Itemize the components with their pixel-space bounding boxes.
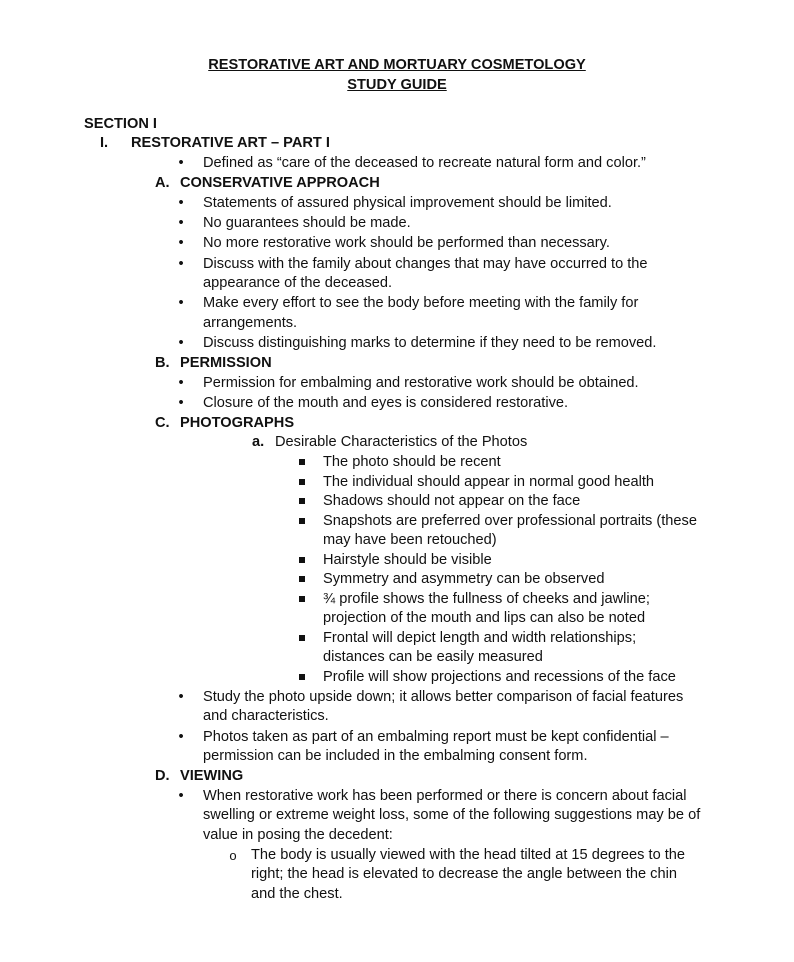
list-item-continuation: right; the head is elevated to decrease the angle between the chin: [251, 866, 677, 882]
document-subtitle: STUDY GUIDE: [347, 77, 447, 93]
bullet-icon: •: [178, 215, 184, 231]
list-item-continuation: projection of the mouth and lips can also be noted: [323, 610, 646, 626]
list-item: No guarantees should be made.: [203, 215, 411, 231]
list-item-continuation: arrangements.: [203, 315, 298, 331]
square-bullet-icon: [299, 459, 305, 465]
bullet-icon: •: [178, 235, 184, 251]
bullet-icon: •: [178, 689, 184, 705]
definition-text: Defined as “care of the deceased to recreate natural form and color.”: [203, 155, 646, 171]
list-item-continuation: and characteristics.: [203, 708, 329, 724]
circle-bullet-icon: o: [229, 848, 237, 863]
bullet-icon: •: [178, 155, 184, 171]
list-item-continuation: swelling or extreme weight loss, some of the following suggestions may be of: [203, 807, 701, 823]
bullet-icon: •: [178, 256, 184, 272]
square-bullet-icon: [299, 498, 305, 504]
bullet-icon: •: [178, 788, 184, 804]
square-bullet-icon: [299, 596, 305, 602]
list-item-continuation: permission can be included in the embalming consent form.: [203, 748, 588, 764]
part-heading: RESTORATIVE ART – PART I: [131, 135, 330, 151]
list-item: Discuss distinguishing marks to determine if they need to be removed.: [203, 335, 657, 351]
section-d-letter: D.: [155, 768, 170, 784]
bullet-icon: •: [178, 295, 184, 311]
list-item: The photo should be recent: [323, 454, 501, 470]
section-b-heading: PERMISSION: [180, 355, 272, 371]
bullet-icon: •: [178, 375, 184, 391]
square-bullet-icon: [299, 576, 305, 582]
list-item-continuation: may have been retouched): [323, 532, 497, 548]
subsection-letter: a.: [252, 434, 265, 450]
section-label: SECTION I: [84, 116, 157, 132]
bullet-icon: •: [178, 395, 184, 411]
bullet-icon: •: [178, 335, 184, 351]
part-numeral: I.: [100, 135, 109, 151]
section-b-letter: B.: [155, 355, 170, 371]
list-item-continuation: distances can be easily measured: [323, 649, 543, 665]
section-a-letter: A.: [155, 175, 170, 191]
square-bullet-icon: [299, 479, 305, 485]
list-item-continuation: appearance of the deceased.: [203, 275, 393, 291]
list-item: Frontal will depict length and width relationships;: [323, 630, 637, 646]
list-item: The individual should appear in normal good health: [323, 474, 655, 490]
list-item: ¾ profile shows the fullness of cheeks and jawline;: [323, 591, 650, 607]
section-c-letter: C.: [155, 415, 170, 431]
square-bullet-icon: [299, 518, 305, 524]
list-item: Closure of the mouth and eyes is considered restorative.: [203, 395, 569, 411]
list-item: Shadows should not appear on the face: [323, 493, 581, 509]
section-c-heading: PHOTOGRAPHS: [180, 415, 295, 431]
list-item: Make every effort to see the body before meeting with the family for: [203, 295, 639, 311]
bullet-icon: •: [178, 729, 184, 745]
list-item-continuation: and the chest.: [251, 886, 343, 902]
bullet-icon: •: [178, 195, 184, 211]
list-item: The body is usually viewed with the head tilted at 15 degrees to the: [251, 847, 686, 863]
list-item: No more restorative work should be performed than necessary.: [203, 235, 610, 251]
document-title: RESTORATIVE ART AND MORTUARY COSMETOLOGY: [208, 57, 586, 73]
subsection-heading: Desirable Characteristics of the Photos: [275, 434, 528, 450]
list-item-continuation: value in posing the decedent:: [203, 827, 393, 843]
list-item: Profile will show projections and recessions of the face: [323, 669, 676, 685]
list-item: Permission for embalming and restorative work should be obtained.: [203, 375, 639, 391]
square-bullet-icon: [299, 557, 305, 563]
list-item: When restorative work has been performed or there is concern about facial: [203, 788, 687, 804]
list-item: Study the photo upside down; it allows better comparison of facial features: [203, 689, 684, 705]
list-item: Hairstyle should be visible: [323, 552, 492, 568]
list-item: Photos taken as part of an embalming report must be kept confidential –: [203, 729, 669, 745]
square-bullet-icon: [299, 674, 305, 680]
square-bullet-icon: [299, 635, 305, 641]
list-item: Snapshots are preferred over professional portraits (these: [323, 513, 697, 529]
section-a-heading: CONSERVATIVE APPROACH: [180, 175, 380, 191]
list-item: Statements of assured physical improvement should be limited.: [203, 195, 612, 211]
section-d-heading: VIEWING: [180, 768, 244, 784]
list-item: Symmetry and asymmetry can be observed: [323, 571, 605, 587]
list-item: Discuss with the family about changes that may have occurred to the: [203, 256, 648, 272]
